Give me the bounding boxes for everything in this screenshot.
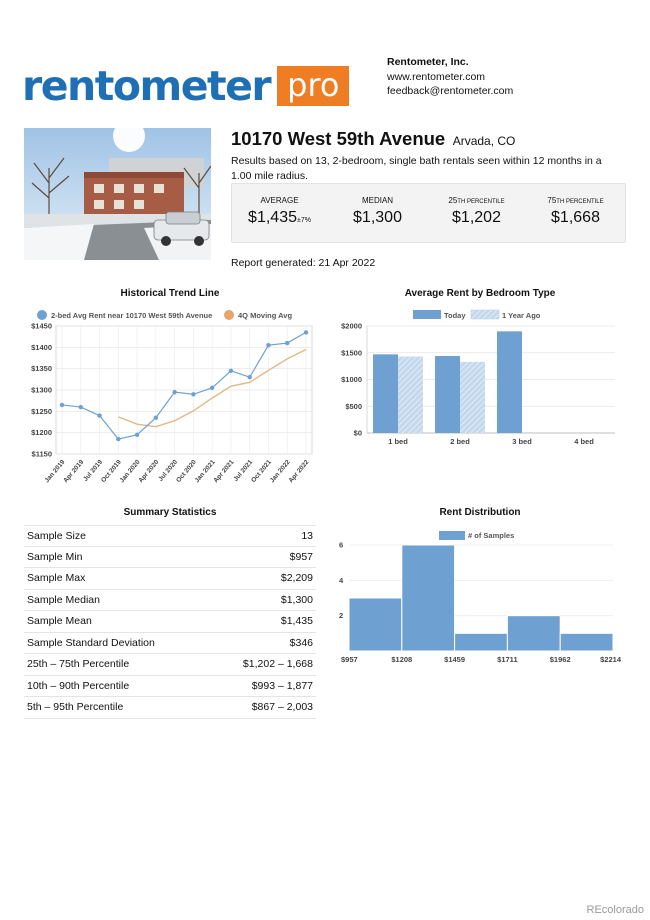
summary-row-value: $867 – 2,003 bbox=[251, 701, 313, 713]
trend-xtick-label: Jan 2022 bbox=[268, 458, 292, 485]
stat-median-label: MEDIAN bbox=[361, 196, 394, 205]
bed-category-label: 2 bed bbox=[450, 437, 470, 446]
summary-row bbox=[24, 547, 316, 569]
trend-ytick-label: $1300 bbox=[31, 385, 52, 395]
legend-series2-label: 4Q Moving Avg bbox=[238, 311, 293, 320]
stat-p25-suffix: TH PERCENTILE bbox=[457, 199, 505, 205]
avg-rent-point bbox=[247, 375, 251, 379]
summary-row bbox=[24, 590, 316, 612]
recolorado-watermark: REcolorado bbox=[586, 904, 644, 916]
avg-rent-point bbox=[304, 330, 308, 334]
summary-row-value: $957 bbox=[289, 550, 313, 563]
legend-today-swatch bbox=[413, 310, 441, 319]
trend-xtick-label: Apr 2022 bbox=[287, 458, 311, 485]
company-name: Rentometer, Inc. bbox=[387, 56, 469, 68]
trend-xtick-label: Apr 2020 bbox=[137, 458, 161, 485]
legend-samples-label: # of Samples bbox=[468, 531, 515, 540]
summary-title: Summary Statistics bbox=[123, 507, 217, 518]
street-view-photo-icon bbox=[24, 128, 211, 260]
dist-ytick-label: 2 bbox=[339, 611, 344, 621]
avg-rent-point bbox=[229, 369, 233, 373]
property-photo bbox=[24, 128, 211, 260]
trend-xtick-label: Apr 2021 bbox=[212, 458, 236, 485]
bar-today bbox=[497, 331, 522, 433]
trend-ytick-label: $1150 bbox=[31, 449, 52, 459]
property-city: Arvada, CO bbox=[452, 134, 516, 148]
stat-average-margin: ±7% bbox=[296, 217, 311, 224]
dist-bin-label: $957 bbox=[341, 655, 358, 664]
legend-series1-marker bbox=[37, 310, 47, 320]
summary-row bbox=[24, 633, 316, 655]
dist-bin-label: $1208 bbox=[391, 655, 413, 664]
stats-summary-box bbox=[231, 183, 626, 243]
trend-ytick-label: $1250 bbox=[31, 406, 52, 416]
bed-ytick-label: $2000 bbox=[341, 321, 362, 331]
summary-row-label: 5th – 95th Percentile bbox=[27, 701, 124, 713]
dist-ytick-label: 4 bbox=[339, 575, 344, 585]
trend-xtick-label: Apr 2019 bbox=[62, 458, 86, 485]
bed-category-label: 3 bed bbox=[512, 437, 532, 446]
bedroom-chart-title: Average Rent by Bedroom Type bbox=[404, 288, 556, 299]
stat-average-label: AVERAGE bbox=[260, 196, 299, 205]
summary-row-value: 13 bbox=[301, 530, 313, 542]
stat-average bbox=[232, 196, 327, 227]
distribution-chart-svg bbox=[335, 521, 625, 686]
stat-p75-suffix: TH PERCENTILE bbox=[556, 199, 604, 205]
bed-ytick-label: $1500 bbox=[341, 348, 362, 358]
avg-rent-point bbox=[116, 437, 120, 441]
stat-p25-prefix: 25 bbox=[448, 196, 458, 205]
summary-row-label: Sample Max bbox=[27, 572, 86, 584]
distribution-chart-title: Rent Distribution bbox=[439, 507, 521, 518]
summary-row-label: 25th – 75th Percentile bbox=[27, 658, 130, 670]
summary-row-label: Sample Mean bbox=[27, 615, 92, 627]
dist-bin-label: $1459 bbox=[444, 655, 466, 664]
rentometer-pro-logo[interactable] bbox=[22, 62, 349, 110]
summary-row bbox=[24, 525, 316, 547]
bed-category-label: 1 bed bbox=[388, 437, 408, 446]
trend-xtick-label: Jul 2019 bbox=[82, 458, 105, 483]
avg-rent-point bbox=[172, 390, 176, 394]
trend-xtick-label: Jul 2020 bbox=[157, 458, 180, 483]
avg-rent-point bbox=[210, 386, 214, 390]
dist-bin-label: $1962 bbox=[549, 655, 571, 664]
avg-rent-point bbox=[135, 433, 139, 437]
trend-xtick-label: Jan 2021 bbox=[193, 458, 217, 485]
company-email[interactable]: feedback@rentometer.com bbox=[387, 85, 514, 97]
dist-ytick-label: 6 bbox=[339, 540, 344, 550]
bedroom-chart-svg bbox=[335, 302, 625, 472]
summary-row-value: $346 bbox=[289, 636, 313, 649]
avg-rent-point bbox=[79, 405, 83, 409]
summary-row-label: Sample Min bbox=[27, 550, 83, 563]
stat-median bbox=[330, 196, 425, 227]
avg-rent-point bbox=[60, 403, 64, 407]
avg-rent-point bbox=[285, 341, 289, 345]
summary-row-value: $1,300 bbox=[280, 593, 313, 606]
stat-p75 bbox=[528, 196, 623, 227]
dist-bar bbox=[349, 598, 402, 651]
bar-year-ago bbox=[398, 356, 423, 433]
summary-row-value: $1,435 bbox=[280, 615, 313, 627]
bar-today bbox=[373, 354, 398, 433]
summary-row-value: $2,209 bbox=[280, 572, 313, 584]
logo-pro-badge: pro bbox=[277, 66, 349, 106]
bedroom-chart bbox=[335, 288, 625, 446]
bed-ytick-label: $1000 bbox=[341, 375, 362, 384]
bed-ytick-label: $0 bbox=[353, 428, 362, 438]
logo-text: rentometer bbox=[22, 62, 271, 110]
bar-year-ago bbox=[460, 362, 485, 433]
avg-rent-point bbox=[191, 392, 195, 396]
avg-rent-point bbox=[154, 416, 158, 420]
trend-ytick-label: $1350 bbox=[31, 364, 52, 374]
trend-ytick-label: $1200 bbox=[31, 428, 52, 438]
legend-series1-label: 2-bed Avg Rent near 10170 West 59th Avenue bbox=[51, 311, 213, 320]
legend-year-ago-swatch bbox=[471, 310, 499, 319]
distribution-chart bbox=[335, 507, 625, 664]
stat-p25 bbox=[429, 196, 524, 227]
summary-row bbox=[24, 654, 316, 676]
bed-ytick-label: $500 bbox=[345, 401, 362, 411]
legend-samples-swatch bbox=[439, 531, 465, 540]
report-generated: Report generated: 21 Apr 2022 bbox=[231, 257, 376, 269]
summary-table bbox=[24, 525, 316, 719]
stat-p75-value: $1,668 bbox=[551, 209, 600, 226]
stat-median-value: $1,300 bbox=[353, 209, 402, 226]
trend-xtick-label: Jul 2021 bbox=[232, 458, 255, 483]
stat-p25-value: $1,202 bbox=[452, 209, 501, 226]
trend-xtick-label: Oct 2021 bbox=[250, 458, 273, 485]
avg-rent-line bbox=[62, 332, 306, 439]
bar-today bbox=[435, 356, 460, 433]
summary-row bbox=[24, 568, 316, 590]
legend-year-ago-label: 1 Year Ago bbox=[502, 311, 541, 320]
summary-row-label: Sample Size bbox=[27, 530, 86, 542]
dist-bar bbox=[507, 616, 560, 651]
legend-series2-marker bbox=[224, 310, 234, 320]
stat-p75-prefix: 75 bbox=[547, 196, 557, 205]
avg-rent-point bbox=[97, 413, 101, 417]
legend-today-label: Today bbox=[444, 311, 466, 320]
property-street: 10170 West 59th Avenue bbox=[231, 128, 446, 149]
avg-rent-point bbox=[266, 343, 270, 347]
trend-chart-svg bbox=[24, 302, 316, 502]
dist-bin-label: $2214 bbox=[600, 655, 621, 664]
summary-row-value: $1,202 – 1,668 bbox=[242, 658, 313, 670]
dist-bin-label: $1711 bbox=[497, 655, 518, 664]
dist-bar bbox=[455, 633, 508, 651]
summary-row bbox=[24, 611, 316, 633]
trend-xtick-label: Oct 2019 bbox=[100, 458, 123, 485]
stat-average-value: $1,435 bbox=[248, 209, 297, 226]
dist-bar bbox=[560, 633, 613, 651]
trend-ytick-label: $1450 bbox=[31, 321, 52, 331]
trend-ytick-label: $1400 bbox=[31, 342, 52, 352]
results-description: Results based on 13, 2-bedroom, single bath rentals seen within 12 months in a 1.00 mile radius. bbox=[231, 155, 602, 182]
summary-row-label: Sample Standard Deviation bbox=[27, 636, 155, 649]
trend-xtick-label: Jan 2019 bbox=[43, 458, 67, 485]
trend-xtick-label: Oct 2020 bbox=[175, 458, 198, 485]
trend-xtick-label: Jan 2020 bbox=[118, 458, 142, 485]
summary-row bbox=[24, 676, 316, 698]
company-info bbox=[387, 55, 513, 99]
summary-row-value: $993 – 1,877 bbox=[251, 679, 313, 692]
bed-category-label: 4 bed bbox=[574, 437, 594, 446]
dist-bar bbox=[402, 545, 455, 651]
trend-chart bbox=[24, 288, 316, 485]
trend-chart-title: Historical Trend Line bbox=[120, 288, 220, 299]
property-title bbox=[231, 128, 515, 150]
company-website[interactable]: www.rentometer.com bbox=[387, 70, 486, 83]
summary-row bbox=[24, 697, 316, 719]
summary-row-label: Sample Median bbox=[27, 593, 100, 606]
summary-row-label: 10th – 90th Percentile bbox=[27, 679, 130, 692]
